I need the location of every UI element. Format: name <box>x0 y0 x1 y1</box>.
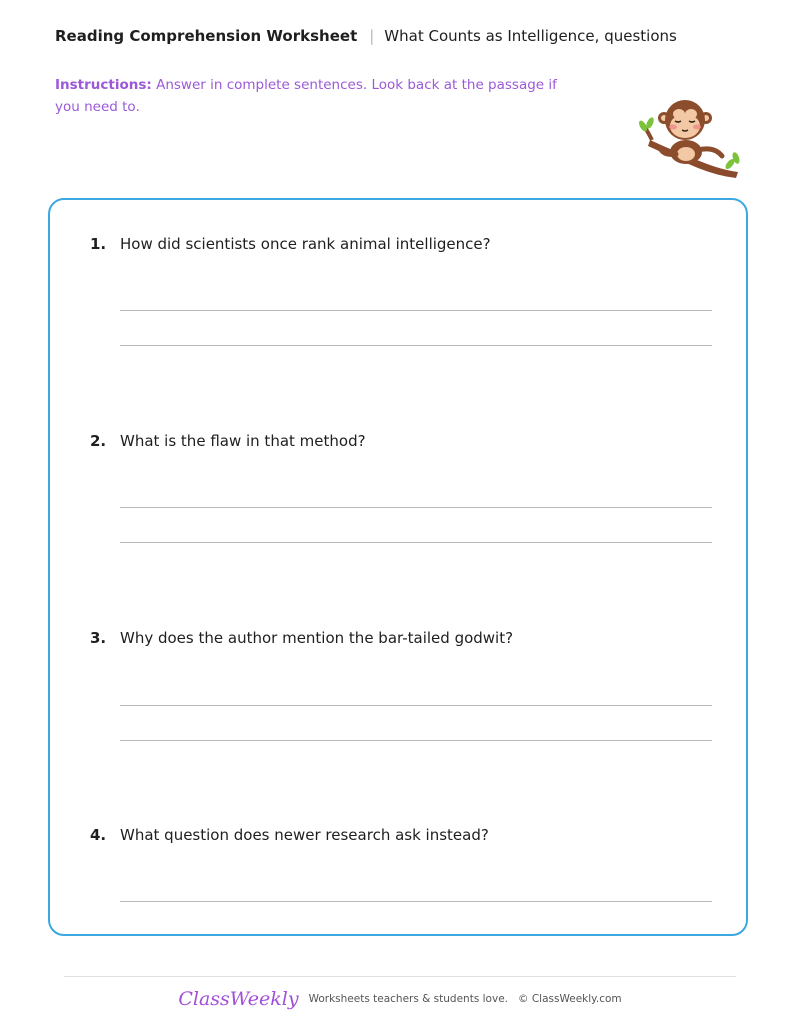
question-text: How did scientists once rank animal intelligence? <box>120 235 491 253</box>
footer <box>0 988 800 1010</box>
question-2 <box>90 432 366 450</box>
answer-line[interactable] <box>120 740 712 741</box>
worksheet-title: Reading Comprehension Worksheet <box>55 27 358 45</box>
question-text: What question does newer research ask instead? <box>120 826 489 844</box>
question-3 <box>90 629 513 647</box>
footer-copyright: © ClassWeekly.com <box>518 993 622 1005</box>
instructions-text: Answer in complete sentences. Look back at the passage if you need to. <box>55 77 557 115</box>
brand-logo: ClassWeekly <box>178 988 299 1010</box>
answer-line[interactable] <box>120 345 712 346</box>
instructions <box>55 74 580 118</box>
question-number: 4. <box>90 826 107 844</box>
question-number: 3. <box>90 629 107 647</box>
worksheet-subtitle: What Counts as Intelligence, questions <box>384 27 677 45</box>
header-separator: | <box>369 27 375 45</box>
instructions-label: Instructions: <box>55 77 152 93</box>
answer-line[interactable] <box>120 705 712 706</box>
worksheet-header <box>55 27 677 45</box>
question-number: 1. <box>90 235 107 253</box>
monkey-on-branch-icon <box>636 96 744 184</box>
answer-line[interactable] <box>120 542 712 543</box>
questions-card <box>48 198 748 936</box>
answer-line[interactable] <box>120 901 712 902</box>
question-4 <box>90 826 489 844</box>
footer-divider <box>64 976 736 977</box>
question-number: 2. <box>90 432 107 450</box>
answer-line[interactable] <box>120 310 712 311</box>
question-text: What is the flaw in that method? <box>120 432 366 450</box>
question-1 <box>90 235 491 253</box>
answer-line[interactable] <box>120 507 712 508</box>
question-text: Why does the author mention the bar-tailed godwit? <box>120 629 514 647</box>
footer-tagline: Worksheets teachers & students love. <box>308 993 508 1005</box>
